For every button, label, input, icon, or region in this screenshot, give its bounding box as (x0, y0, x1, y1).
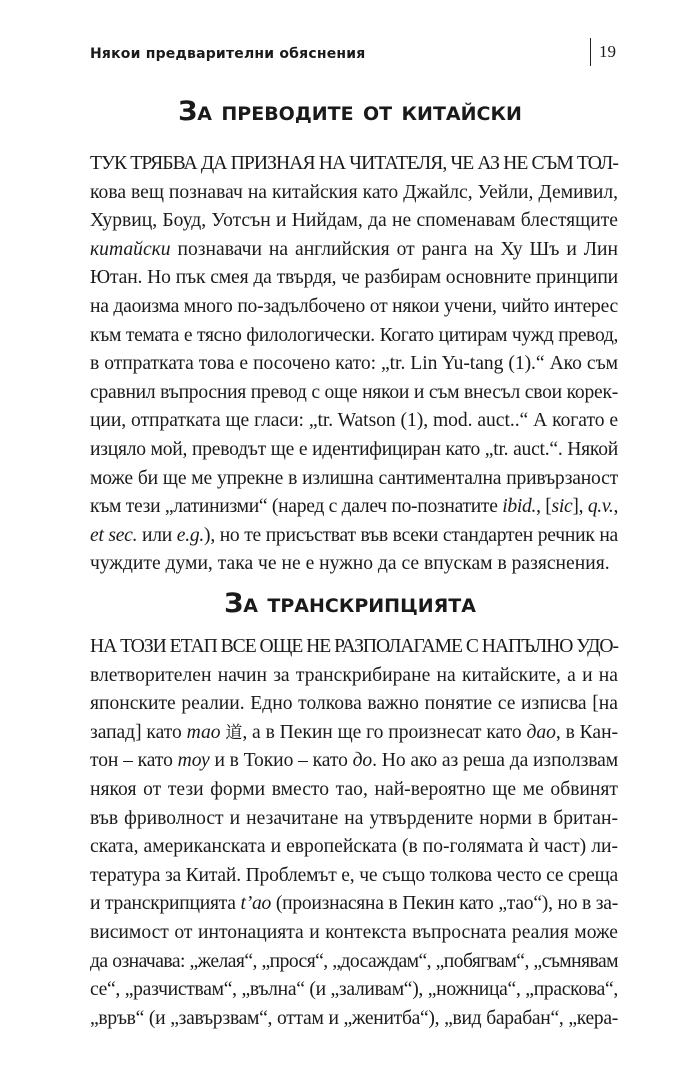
text-line: ската, американската и европейската (в по-голямата ѝ част) ли- (90, 836, 618, 858)
text-line: кова вещ познавач на китайския като Джайлс, Уейли, Демивил, (90, 181, 618, 203)
section-title-transcription: За транскрипцията (224, 588, 476, 619)
text-line: и транскрипцията t’ao (произнасяна в Пекин като „тао“), но в за- (90, 893, 618, 915)
text-line: запад] като тао 道, а в Пекин ще го произнесат като дао, в Кан- (90, 721, 618, 743)
text-line: чуждите думи, така че не е нужно да се впускам в разяснения. (90, 553, 610, 575)
text-line: към темата е тясно филологически. Когато цитирам чужд превод, (90, 324, 618, 346)
text-line: на даоизма много по-задълбочено от някои учени, чийто интерес (90, 295, 618, 317)
page-number-text: 19 (599, 42, 616, 61)
text-line: сравнил въпросния превод с още някои и съм внесъл свои корек- (90, 381, 618, 403)
text-line: НА ТОЗИ ЕТАП ВСЕ ОЩЕ НЕ РАЗПОЛАГАМЕ С НАПЪЛНО УДО- (90, 636, 618, 657)
text-line: et sec. или e.g.), но те присъстват във всеки стандартен речник на (90, 524, 618, 546)
text-line: се“, „разчиствам“, „вълна“ (и „заливам“), „ножница“, „праскова“, (90, 979, 618, 1001)
text-line: влетворителен начин за транскрибиране на китайските, а и на (90, 664, 618, 686)
text-line: „връв“ (и „завързвам“, оттам и „женитба“), „вид барабан“, „кера- (90, 1007, 618, 1029)
section-body-translations (90, 150, 618, 579)
text-line: някоя от тези форми вместо тао, най-вероятно ще ме обвинят (90, 778, 618, 800)
text-line: тон – като тоу и в Токио – като до. Но ако аз реша да използвам (90, 750, 618, 772)
text-line: може би ще ме упрекне в излишна сантиментална привързаност (90, 467, 618, 489)
running-header: Някои предварителни обяснения (90, 46, 366, 62)
section-title-translations: За преводите от китайски (178, 96, 522, 127)
text-line: във фриволност и незачитане на утвърдените норми в британ- (90, 807, 618, 829)
text-line: тература за Китай. Проблемът е, че също толкова често се среща (90, 864, 619, 886)
paragraph-transcription (90, 633, 618, 1033)
section-body-transcription (90, 633, 618, 1033)
text-line: ТУК ТРЯБВА ДА ПРИЗНАЯ НА ЧИТАТЕЛЯ, ЧЕ АЗ НЕ СЪМ ТОЛ- (90, 153, 618, 174)
text-line: изцяло мой, преводът ще е идентифициран като „tr. auct.“. Някой (90, 438, 618, 460)
text-line: Ютан. Но пък смея да твърдя, че разбирам основните принципи (90, 267, 618, 289)
text-line: японските реалии. Едно толкова важно понятие се изписва [на (90, 693, 618, 715)
text-line: Хурвиц, Боуд, Уотсън и Нийдам, да не споменавам блестящите (90, 210, 618, 232)
text-line: ции, отпратката ще гласи: „tr. Watson (1), mod. auct..“ А когато е (90, 410, 618, 432)
lead-in-text: ТУК ТРЯБВА ДА ПРИЗНАЯ НА ЧИТАТЕЛЯ, ЧЕ АЗ НЕ СЪМ ТОЛ (90, 153, 613, 174)
text-line: китайски познавачи на английския от ранга на Ху Шъ и Лин (90, 238, 618, 260)
text-line: висимост от интонацията и контекста въпросната реалия може (90, 921, 618, 943)
text-line: да означава: „желая“, „прося“, „досаждам“, „побягвам“, „съмнявам (90, 950, 618, 972)
text-line: към тези „латинизми“ (наред с далеч по-познатите ibid., [sic], q.v., (90, 496, 619, 518)
chinese-character-tao: 道 (225, 722, 243, 743)
text-line: в отпратката това е посочено като: „tr. Lin Yu-tang (1).“ Ако съм (90, 353, 618, 375)
page-number (590, 38, 616, 66)
paragraph-translations (90, 150, 618, 579)
lead-in-text: НА ТОЗИ ЕТАП ВСЕ ОЩЕ НЕ РАЗПОЛАГАМЕ С НАПЪЛНО УДО (90, 636, 613, 657)
